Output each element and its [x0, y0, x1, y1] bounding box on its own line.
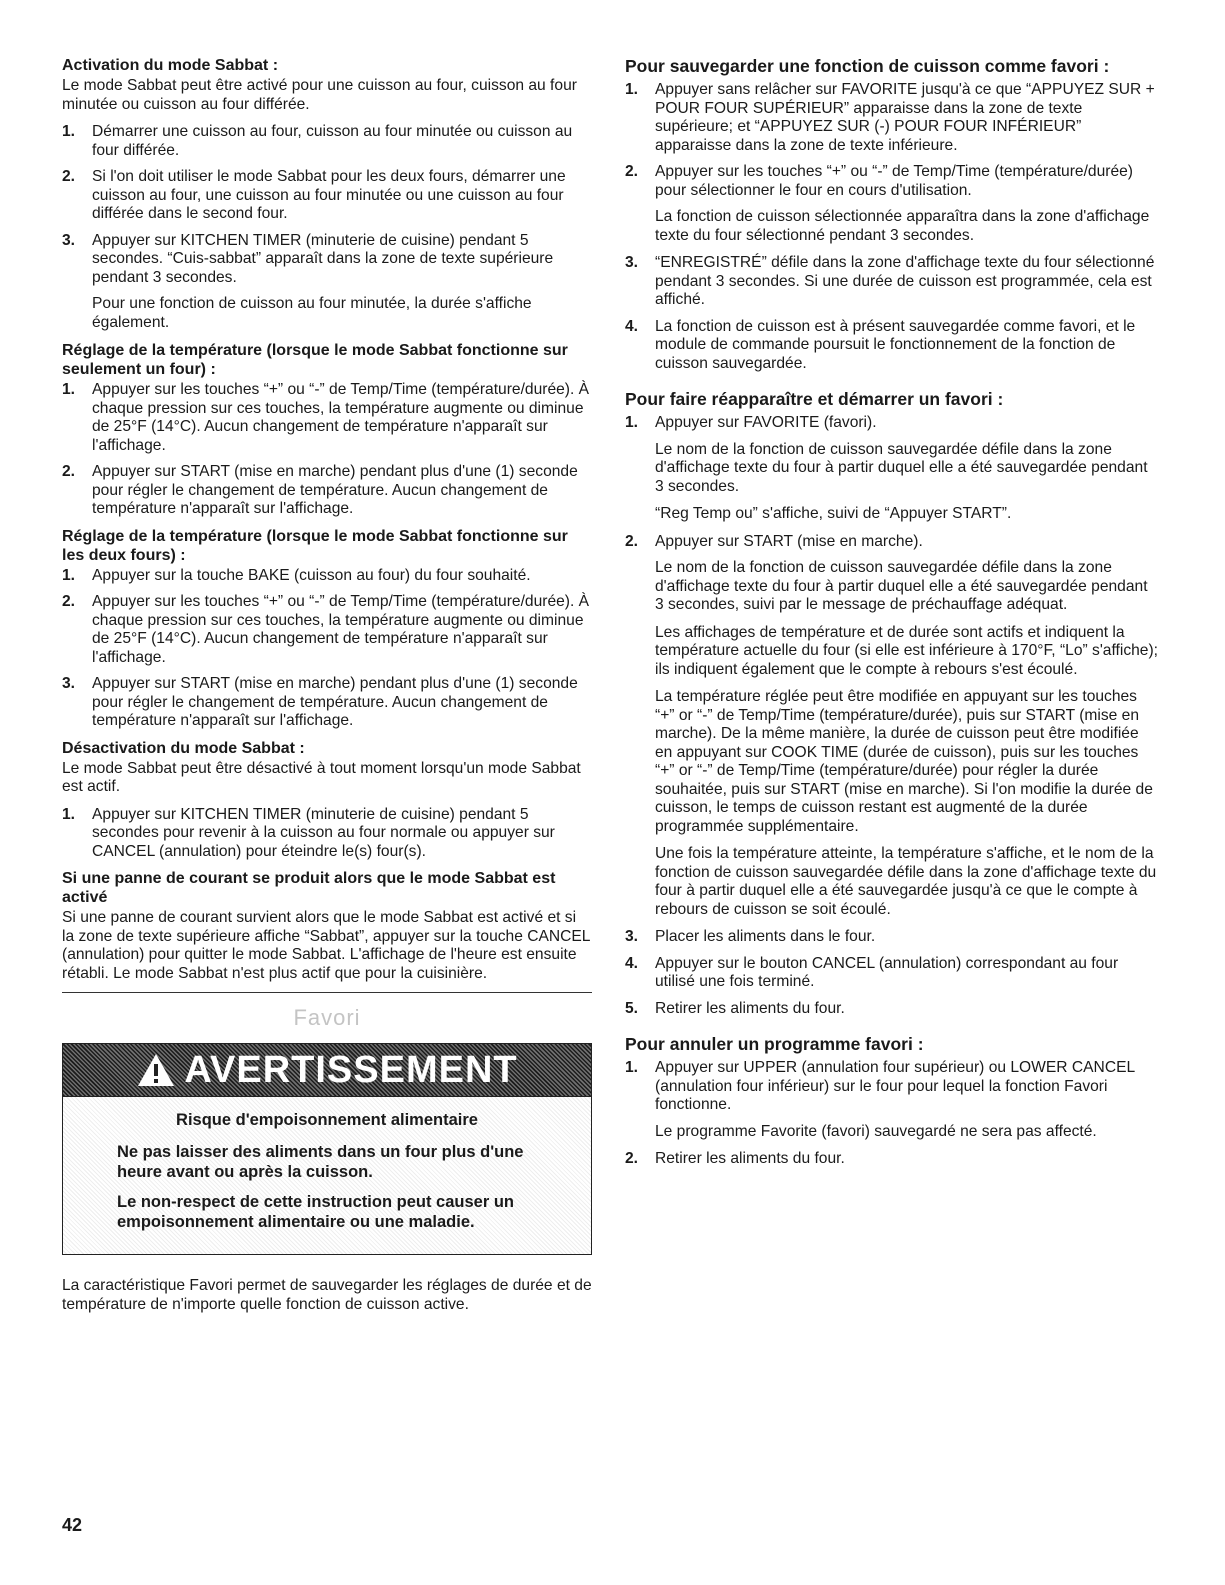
item-number: 1. — [625, 81, 639, 98]
item-number: 1. — [62, 805, 76, 823]
item-text: Appuyer sur KITCHEN TIMER (minuterie de cuisine) pendant 5 secondes pour revenir à la cuisson au four normale ou appuyer sur CANCEL (annulation) pour éteindre le(s) four(s). — [92, 805, 555, 860]
item-number: 2. — [625, 163, 639, 180]
warning-triangle-icon — [136, 1052, 176, 1088]
item-text: Retirer les aliments du four. — [655, 999, 845, 1017]
list-item — [62, 232, 592, 288]
cancel-favorite-heading: Pour annuler un programme favori : — [625, 1034, 924, 1054]
list-item — [62, 593, 592, 667]
item-text: Placer les aliments dans le four. — [655, 928, 876, 945]
item-note: Le nom de la fonction de cuisson sauvegardée défile dans la zone d'affichage texte du four à partir duquel elle a été sauvegardée pendant 3 secondes. — [655, 440, 1148, 495]
item-note: La température réglée peut être modifiée en appuyant sur les touches “+” or “-” de Temp/Time (température/durée), puis sur START (mise en marche). De la même manière, la durée de cuisson peut être modifiée en appuyant sur COOK TIME (durée de cuisson), puis sur les touches “+” or “-” de Temp/Time (température/durée) pour régler la durée souhaitée, puis sur START (mise en marche). Si l'on modifie la durée de cuisson, le temps de cuisson restant est augmenté de la durée programmée supplémentaire. — [655, 688, 1153, 835]
list-item — [625, 928, 1160, 947]
save-favorite-heading: Pour sauvegarder une fonction de cuisson comme favori : — [625, 56, 1110, 76]
item-text: Appuyer sur les touches “+” ou “-” de Temp/Time (température/durée) pour sélectionner le four en cours d'utilisation. — [655, 163, 1133, 199]
item-number: 3. — [625, 928, 639, 945]
list-item — [625, 81, 1160, 155]
sabbat-activation-intro: Le mode Sabbat peut être activé pour une cuisson au four, cuisson au four minutée ou cuisson au four différée. — [62, 77, 577, 113]
item-text: Appuyer sur la touche BAKE (cuisson au four) du four souhaité. — [92, 566, 531, 584]
item-note: “Reg Temp ou” s'affiche, suivi de “Appuyer START”. — [655, 505, 1012, 522]
list-item — [62, 168, 592, 224]
warning-title: AVERTISSEMENT — [184, 1048, 518, 1091]
item-number: 2. — [62, 168, 76, 185]
item-text: Appuyer sur les touches “+” ou “-” de Temp/Time (température/durée). À chaque pression sur ces touches, la température augmente ou diminue de 25°F (14°C). Aucun changement de température n'apparaît sur l'affichage. — [92, 381, 590, 454]
power-failure-heading: Si une panne de courant se produit alors que le mode Sabbat est activé — [62, 870, 556, 906]
item-number: 2. — [62, 593, 76, 610]
item-number: 3. — [625, 254, 639, 271]
list-item — [625, 1150, 1160, 1169]
section-divider — [62, 992, 592, 993]
item-number: 1. — [625, 414, 639, 431]
item-number: 1. — [62, 381, 76, 398]
item-text: Appuyer sur START (mise en marche) pendant plus d'une (1) seconde pour régler le changement de température. Aucun changement de température n'apparaît sur l'affichage. — [92, 675, 578, 729]
list-item — [625, 1000, 1160, 1019]
item-number: 2. — [625, 532, 639, 550]
item-note: La fonction de cuisson sélectionnée apparaîtra dans la zone d'affichage texte du four sélectionné pendant 3 secondes. — [655, 208, 1150, 244]
item-text: “ENREGISTRÉ” défile dans la zone d'affichage texte du four sélectionné pendant 3 secondes. Si une durée de cuisson est programmée, cela est affiché. — [655, 254, 1155, 308]
list-item — [625, 955, 1160, 992]
temp-one-oven-heading: Réglage de la température (lorsque le mode Sabbat fonctionne sur seulement un four) : — [62, 342, 568, 378]
list-item — [62, 463, 592, 519]
list-item — [625, 533, 1160, 552]
item-text: Appuyer sur le bouton CANCEL (annulation) correspondant au four utilisé une fois terminé. — [655, 954, 1119, 990]
item-number: 2. — [62, 463, 76, 480]
item-number: 2. — [625, 1150, 639, 1167]
list-item — [625, 163, 1160, 200]
list-item — [62, 675, 592, 731]
warning-subtitle: Risque d'empoisonnement alimentaire — [176, 1111, 478, 1129]
item-text: Démarrer une cuisson au four, cuisson au four minutée ou cuisson au four différée. — [92, 123, 573, 159]
sabbat-activation-heading: Activation du mode Sabbat : — [62, 57, 279, 74]
warning-banner — [63, 1044, 591, 1097]
favori-section-title: Favori — [293, 1005, 361, 1030]
warning-body — [63, 1097, 591, 1254]
item-text: Appuyer sur les touches “+” ou “-” de Temp/Time (température/durée). À chaque pression sur ces touches, la température augmente ou diminue de 25°F (14°C). Aucun changement de température n'apparaît sur l'affichage. — [92, 593, 590, 666]
item-number: 1. — [62, 123, 76, 140]
recall-favorite-heading: Pour faire réapparaître et démarrer un favori : — [625, 389, 1004, 409]
warning-line-1: Ne pas laisser des aliments dans un four plus d'une heure avant ou après la cuisson. — [117, 1143, 524, 1181]
list-item — [625, 414, 1160, 433]
list-item — [62, 123, 592, 160]
item-number: 5. — [625, 999, 639, 1017]
temp-both-ovens-heading: Réglage de la température (lorsque le mode Sabbat fonctionne sur les deux fours) : — [62, 527, 568, 564]
item-number: 4. — [625, 954, 639, 972]
left-column — [62, 56, 592, 1323]
power-failure-text: Si une panne de courant survient alors que le mode Sabbat est activé et si la zone de texte supérieure affiche “Sabbat”, appuyer sur la touche CANCEL (annulation) pour quitter le mode Sabbat. L'affichage de l'heure est ensuite rétabli. Le mode Sabbat n'est plus actif que pour la cuisinière. — [62, 909, 590, 982]
item-number: 4. — [625, 317, 639, 335]
item-text: Appuyer sur FAVORITE (favori). — [655, 414, 877, 431]
item-note: Une fois la température atteinte, la température s'affiche, et le nom de la fonction de cuisson sauvegardée défile dans la zone d'affichage texte du four à partir duquel elle a été sauvegardée jusqu'à ce que le compte à rebours de cuisson se soit écoulé. — [655, 845, 1157, 918]
page-number: 42 — [62, 1515, 83, 1535]
favori-intro: La caractéristique Favori permet de sauvegarder les réglages de durée et de température de n'importe quelle fonction de cuisson active. — [62, 1277, 592, 1313]
item-number: 3. — [62, 675, 76, 692]
list-item — [625, 1059, 1160, 1115]
list-item — [62, 806, 592, 862]
item-note: Pour une fonction de cuisson au four minutée, la durée s'affiche également. — [92, 295, 532, 331]
item-number: 1. — [625, 1059, 639, 1076]
item-text: Appuyer sur UPPER (annulation four supérieur) ou LOWER CANCEL (annulation four inférieur) sur le four pour lequel la fonction Favori fonctionne. — [655, 1059, 1135, 1113]
item-text: La fonction de cuisson est à présent sauvegardée comme favori, et le module de commande poursuit le fonctionnement de la fonction de cuisson sauvegardée. — [655, 317, 1136, 372]
item-number: 1. — [62, 566, 76, 584]
item-number: 3. — [62, 231, 76, 249]
item-text: Appuyer sans relâcher sur FAVORITE jusqu'à ce que “APPUYEZ SUR + POUR FOUR SUPÉRIEUR” apparaisse dans la zone de texte supérieure; et “APPUYEZ SUR (-) POUR FOUR INFÉRIEUR” apparaisse dans la zone de texte inférieure. — [655, 81, 1155, 154]
warning-box — [62, 1043, 592, 1255]
list-item — [625, 318, 1160, 374]
list-item — [62, 567, 592, 586]
list-item — [625, 254, 1160, 310]
list-item — [62, 381, 592, 455]
right-column — [625, 56, 1160, 1177]
item-note: Le nom de la fonction de cuisson sauvegardée défile dans la zone d'affichage texte du four à partir duquel elle a été sauvegardée pendant 3 secondes, suivi par le message de préchauffage adéquat. — [655, 559, 1148, 613]
sabbat-deactivation-intro: Le mode Sabbat peut être désactivé à tout moment lorsqu'un mode Sabbat est actif. — [62, 759, 581, 795]
item-text: Retirer les aliments du four. — [655, 1150, 845, 1167]
item-text: Appuyer sur KITCHEN TIMER (minuterie de cuisine) pendant 5 secondes. “Cuis-sabbat” apparaît dans la zone de texte supérieure pendant 3 secondes. — [92, 231, 554, 286]
item-text: Appuyer sur START (mise en marche). — [655, 532, 923, 550]
warning-line-2: Le non-respect de cette instruction peut causer un empoisonnement alimentaire ou une maladie. — [117, 1193, 514, 1231]
item-note: Le programme Favorite (favori) sauvegardé ne sera pas affecté. — [655, 1122, 1097, 1140]
sabbat-deactivation-heading: Désactivation du mode Sabbat : — [62, 739, 305, 757]
item-text: Si l'on doit utiliser le mode Sabbat pour les deux fours, démarrer une cuisson au four, une cuisson au four minutée ou une cuisson au four différée dans le second four. — [92, 168, 566, 222]
item-text: Appuyer sur START (mise en marche) pendant plus d'une (1) seconde pour régler le changement de température. Aucun changement de température n'apparaît sur l'affichage. — [92, 463, 578, 517]
item-note: Les affichages de température et de durée sont actifs et indiquent la température actuelle du four (si elle est inférieure à 170°F, “Lo” s'affiche); ils indiquent également que le compte à rebours s'est écoulé. — [655, 623, 1158, 678]
